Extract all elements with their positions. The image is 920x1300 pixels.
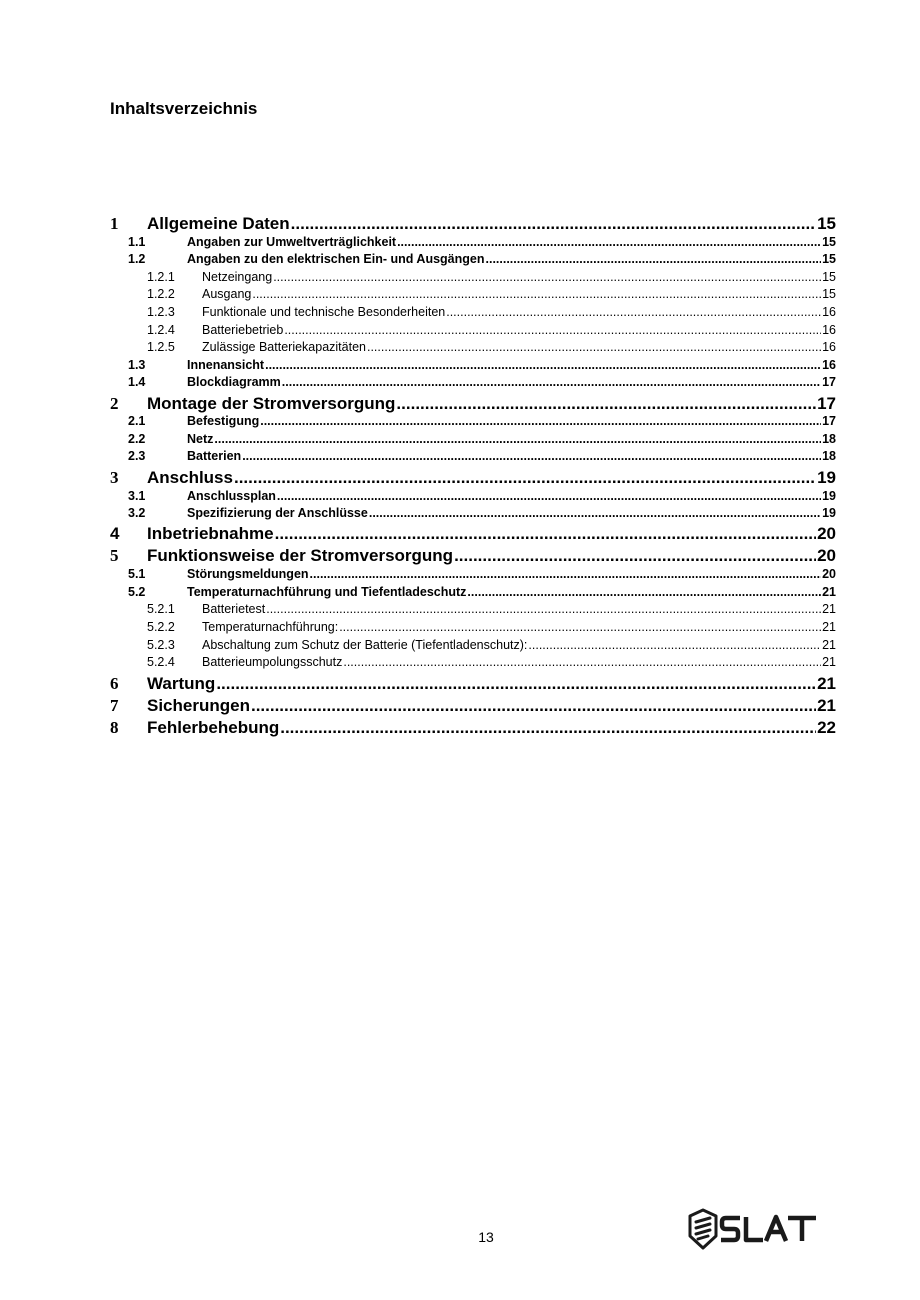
toc-entry[interactable] xyxy=(110,600,836,618)
toc-entry-page: 16 xyxy=(822,322,836,337)
toc-entry[interactable] xyxy=(110,504,836,521)
toc-entry[interactable] xyxy=(110,321,836,339)
toc-entry-page: 19 xyxy=(817,467,836,487)
toc-entry-page: 21 xyxy=(817,695,836,715)
toc-dot-leader xyxy=(486,253,822,266)
toc-entry-title: Funktionsweise der Stromversorgung xyxy=(147,546,454,566)
toc-entry-page: 15 xyxy=(817,214,836,233)
toc-dot-leader xyxy=(265,359,821,372)
toc-entry-page: 20 xyxy=(817,546,836,566)
toc-entry[interactable] xyxy=(110,430,836,447)
toc-entry[interactable] xyxy=(110,565,836,582)
toc-entry-title: Batterieumpolungsschutz xyxy=(202,655,343,670)
toc-entry-page: 19 xyxy=(822,505,836,520)
toc-entry[interactable] xyxy=(110,285,836,303)
toc-entry[interactable] xyxy=(110,233,836,250)
toc-dot-leader xyxy=(397,236,821,249)
page-number: 13 xyxy=(478,1229,494,1245)
toc-entry[interactable] xyxy=(110,211,836,233)
toc-dot-leader xyxy=(234,469,816,486)
toc-entry-page: 17 xyxy=(817,393,836,413)
toc-dot-leader xyxy=(310,568,822,581)
toc-dot-leader xyxy=(280,719,816,736)
toc-dot-leader xyxy=(251,697,816,714)
toc-entry-title: Ausgang xyxy=(202,287,252,302)
toc-dot-leader xyxy=(260,415,821,428)
toc-entry[interactable] xyxy=(110,583,836,600)
toc-entry-page: 20 xyxy=(822,567,836,582)
table-of-contents xyxy=(110,211,836,737)
toc-dot-leader xyxy=(214,433,821,446)
toc-dot-leader xyxy=(343,656,821,669)
toc-entry-title: Zulässige Batteriekapazitäten xyxy=(202,340,366,355)
toc-entry-title: Sicherungen xyxy=(147,695,250,715)
toc-entry-title: Temperaturnachführung: xyxy=(202,619,339,634)
toc-entry-title: Allgemeine Daten xyxy=(147,214,290,233)
toc-dot-leader xyxy=(454,547,816,564)
toc-entry-title: Netz xyxy=(187,431,214,446)
toc-entry-number: 1.2.1 xyxy=(147,269,175,284)
toc-dot-leader xyxy=(242,450,821,463)
toc-entry-title: Störungsmeldungen xyxy=(187,567,309,582)
toc-entry[interactable] xyxy=(110,447,836,464)
toc-dot-leader xyxy=(467,586,821,599)
toc-entry-number: 5.2.1 xyxy=(147,602,175,617)
toc-entry-page: 15 xyxy=(822,234,836,249)
toc-entry-page: 18 xyxy=(822,449,836,464)
toc-entry-number: 4 xyxy=(110,524,120,544)
toc-entry-number: 7 xyxy=(110,695,119,715)
toc-dot-leader xyxy=(291,215,816,232)
toc-dot-leader xyxy=(266,603,821,616)
toc-entry-title: Temperaturnachführung und Tiefentladeschutz xyxy=(187,584,467,599)
toc-entry-page: 21 xyxy=(822,637,836,652)
toc-entry[interactable] xyxy=(110,391,836,413)
toc-entry-title: Batterietest xyxy=(202,602,266,617)
toc-entry-title: Abschaltung zum Schutz der Batterie (Tiefentladenschutz): xyxy=(202,637,528,652)
toc-entry-title: Anschlussplan xyxy=(187,488,276,503)
toc-entry[interactable] xyxy=(110,413,836,430)
toc-dot-leader xyxy=(367,341,821,354)
toc-entry-number: 5.2.4 xyxy=(147,655,175,670)
toc-entry-number: 8 xyxy=(110,717,119,737)
toc-entry-page: 16 xyxy=(822,340,836,355)
toc-dot-leader xyxy=(528,639,821,652)
toc-entry-number: 5.2.3 xyxy=(147,637,175,652)
toc-dot-leader xyxy=(282,376,821,389)
toc-entry-title: Innenansicht xyxy=(187,357,265,372)
toc-entry-number: 3.1 xyxy=(128,488,146,503)
toc-entry[interactable] xyxy=(110,303,836,321)
toc-entry-page: 18 xyxy=(822,431,836,446)
toc-entry-number: 5.2 xyxy=(128,584,146,599)
toc-entry-title: Wartung xyxy=(147,673,216,693)
toc-entry-title: Angaben zur Umweltverträglichkeit xyxy=(187,234,397,249)
toc-entry-page: 15 xyxy=(822,269,836,284)
toc-entry-number: 1.2.3 xyxy=(147,305,175,320)
toc-entry-title: Blockdiagramm xyxy=(187,375,281,390)
toc-entry-number: 1.2.2 xyxy=(147,287,175,302)
toc-entry-page: 15 xyxy=(822,287,836,302)
toc-entry[interactable] xyxy=(110,693,836,715)
toc-dot-leader xyxy=(284,324,821,337)
toc-entry[interactable] xyxy=(110,465,836,487)
toc-entry-number: 2.3 xyxy=(128,449,146,464)
toc-dot-leader xyxy=(446,306,821,319)
toc-entry[interactable] xyxy=(110,653,836,671)
toc-dot-leader xyxy=(252,288,821,301)
toc-entry-number: 5.2.2 xyxy=(147,619,175,634)
toc-entry-number: 5.1 xyxy=(128,567,146,582)
toc-entry-title: Netzeingang xyxy=(202,269,273,284)
toc-entry[interactable] xyxy=(110,715,836,737)
toc-entry-number: 5 xyxy=(110,546,119,566)
toc-dot-leader xyxy=(396,395,816,412)
toc-entry[interactable] xyxy=(110,338,836,356)
toc-entry[interactable] xyxy=(110,521,836,543)
toc-entry-number: 1.3 xyxy=(128,357,146,372)
toc-entry-title: Anschluss xyxy=(147,467,233,487)
toc-entry-page: 21 xyxy=(822,584,836,599)
toc-entry[interactable] xyxy=(110,250,836,267)
toc-entry-title: Batterien xyxy=(187,449,242,464)
toc-dot-leader xyxy=(275,525,816,542)
toc-dot-leader xyxy=(277,490,821,503)
toc-entry[interactable] xyxy=(110,268,836,286)
toc-entry-title: Fehlerbehebung xyxy=(147,717,280,737)
toc-entry-page: 17 xyxy=(822,414,836,429)
toc-entry-title: Inbetriebnahme xyxy=(147,524,274,544)
toc-entry-title: Angaben zu den elektrischen Ein- und Ausgängen xyxy=(187,252,485,267)
slat-logo xyxy=(688,1206,822,1254)
toc-entry-page: 21 xyxy=(822,655,836,670)
slat-logo-graphic xyxy=(688,1206,822,1254)
toc-entry-title: Funktionale und technische Besonderheiten xyxy=(202,305,446,320)
toc-entry-page: 21 xyxy=(822,602,836,617)
toc-dot-leader xyxy=(273,271,821,284)
toc-entry-page: 21 xyxy=(822,619,836,634)
toc-entry[interactable] xyxy=(110,635,836,653)
toc-entry-page: 21 xyxy=(817,673,836,693)
toc-entry-page: 19 xyxy=(822,488,836,503)
toc-entry[interactable] xyxy=(110,618,836,636)
toc-entry-number: 2.1 xyxy=(128,414,146,429)
page-title: Inhaltsverzeichnis xyxy=(110,99,258,118)
toc-entry-title: Montage der Stromversorgung xyxy=(147,393,396,413)
toc-entry-page: 20 xyxy=(817,524,836,544)
toc-entry-number: 1.2 xyxy=(128,252,146,267)
toc-entry-number: 1.2.5 xyxy=(147,340,175,355)
toc-entry-title: Befestigung xyxy=(187,414,260,429)
toc-entry[interactable] xyxy=(110,487,836,504)
toc-entry-page: 15 xyxy=(822,252,836,267)
toc-entry-number: 1.1 xyxy=(128,234,146,249)
toc-entry-title: Batteriebetrieb xyxy=(202,322,284,337)
toc-entry-number: 3.2 xyxy=(128,505,146,520)
toc-entry-page: 17 xyxy=(822,375,836,390)
toc-entry-number: 3 xyxy=(110,467,119,487)
toc-entry-page: 22 xyxy=(817,717,836,737)
toc-entry[interactable] xyxy=(110,671,836,693)
toc-entry[interactable] xyxy=(110,356,836,373)
toc-entry-number: 1.4 xyxy=(128,375,146,390)
toc-entry[interactable] xyxy=(110,373,836,390)
toc-entry-number: 6 xyxy=(110,673,119,693)
toc-entry-page: 16 xyxy=(822,357,836,372)
toc-entry-number: 2 xyxy=(110,393,119,413)
toc-dot-leader xyxy=(339,621,821,634)
toc-entry[interactable] xyxy=(110,543,836,565)
toc-entry-number: 1.2.4 xyxy=(147,322,175,337)
toc-entry-page: 16 xyxy=(822,305,836,320)
toc-dot-leader xyxy=(369,507,821,520)
toc-entry-title: Spezifizierung der Anschlüsse xyxy=(187,505,368,520)
toc-dot-leader xyxy=(216,675,816,692)
toc-entry-number: 2.2 xyxy=(128,431,146,446)
toc-entry-number: 1 xyxy=(110,214,119,233)
